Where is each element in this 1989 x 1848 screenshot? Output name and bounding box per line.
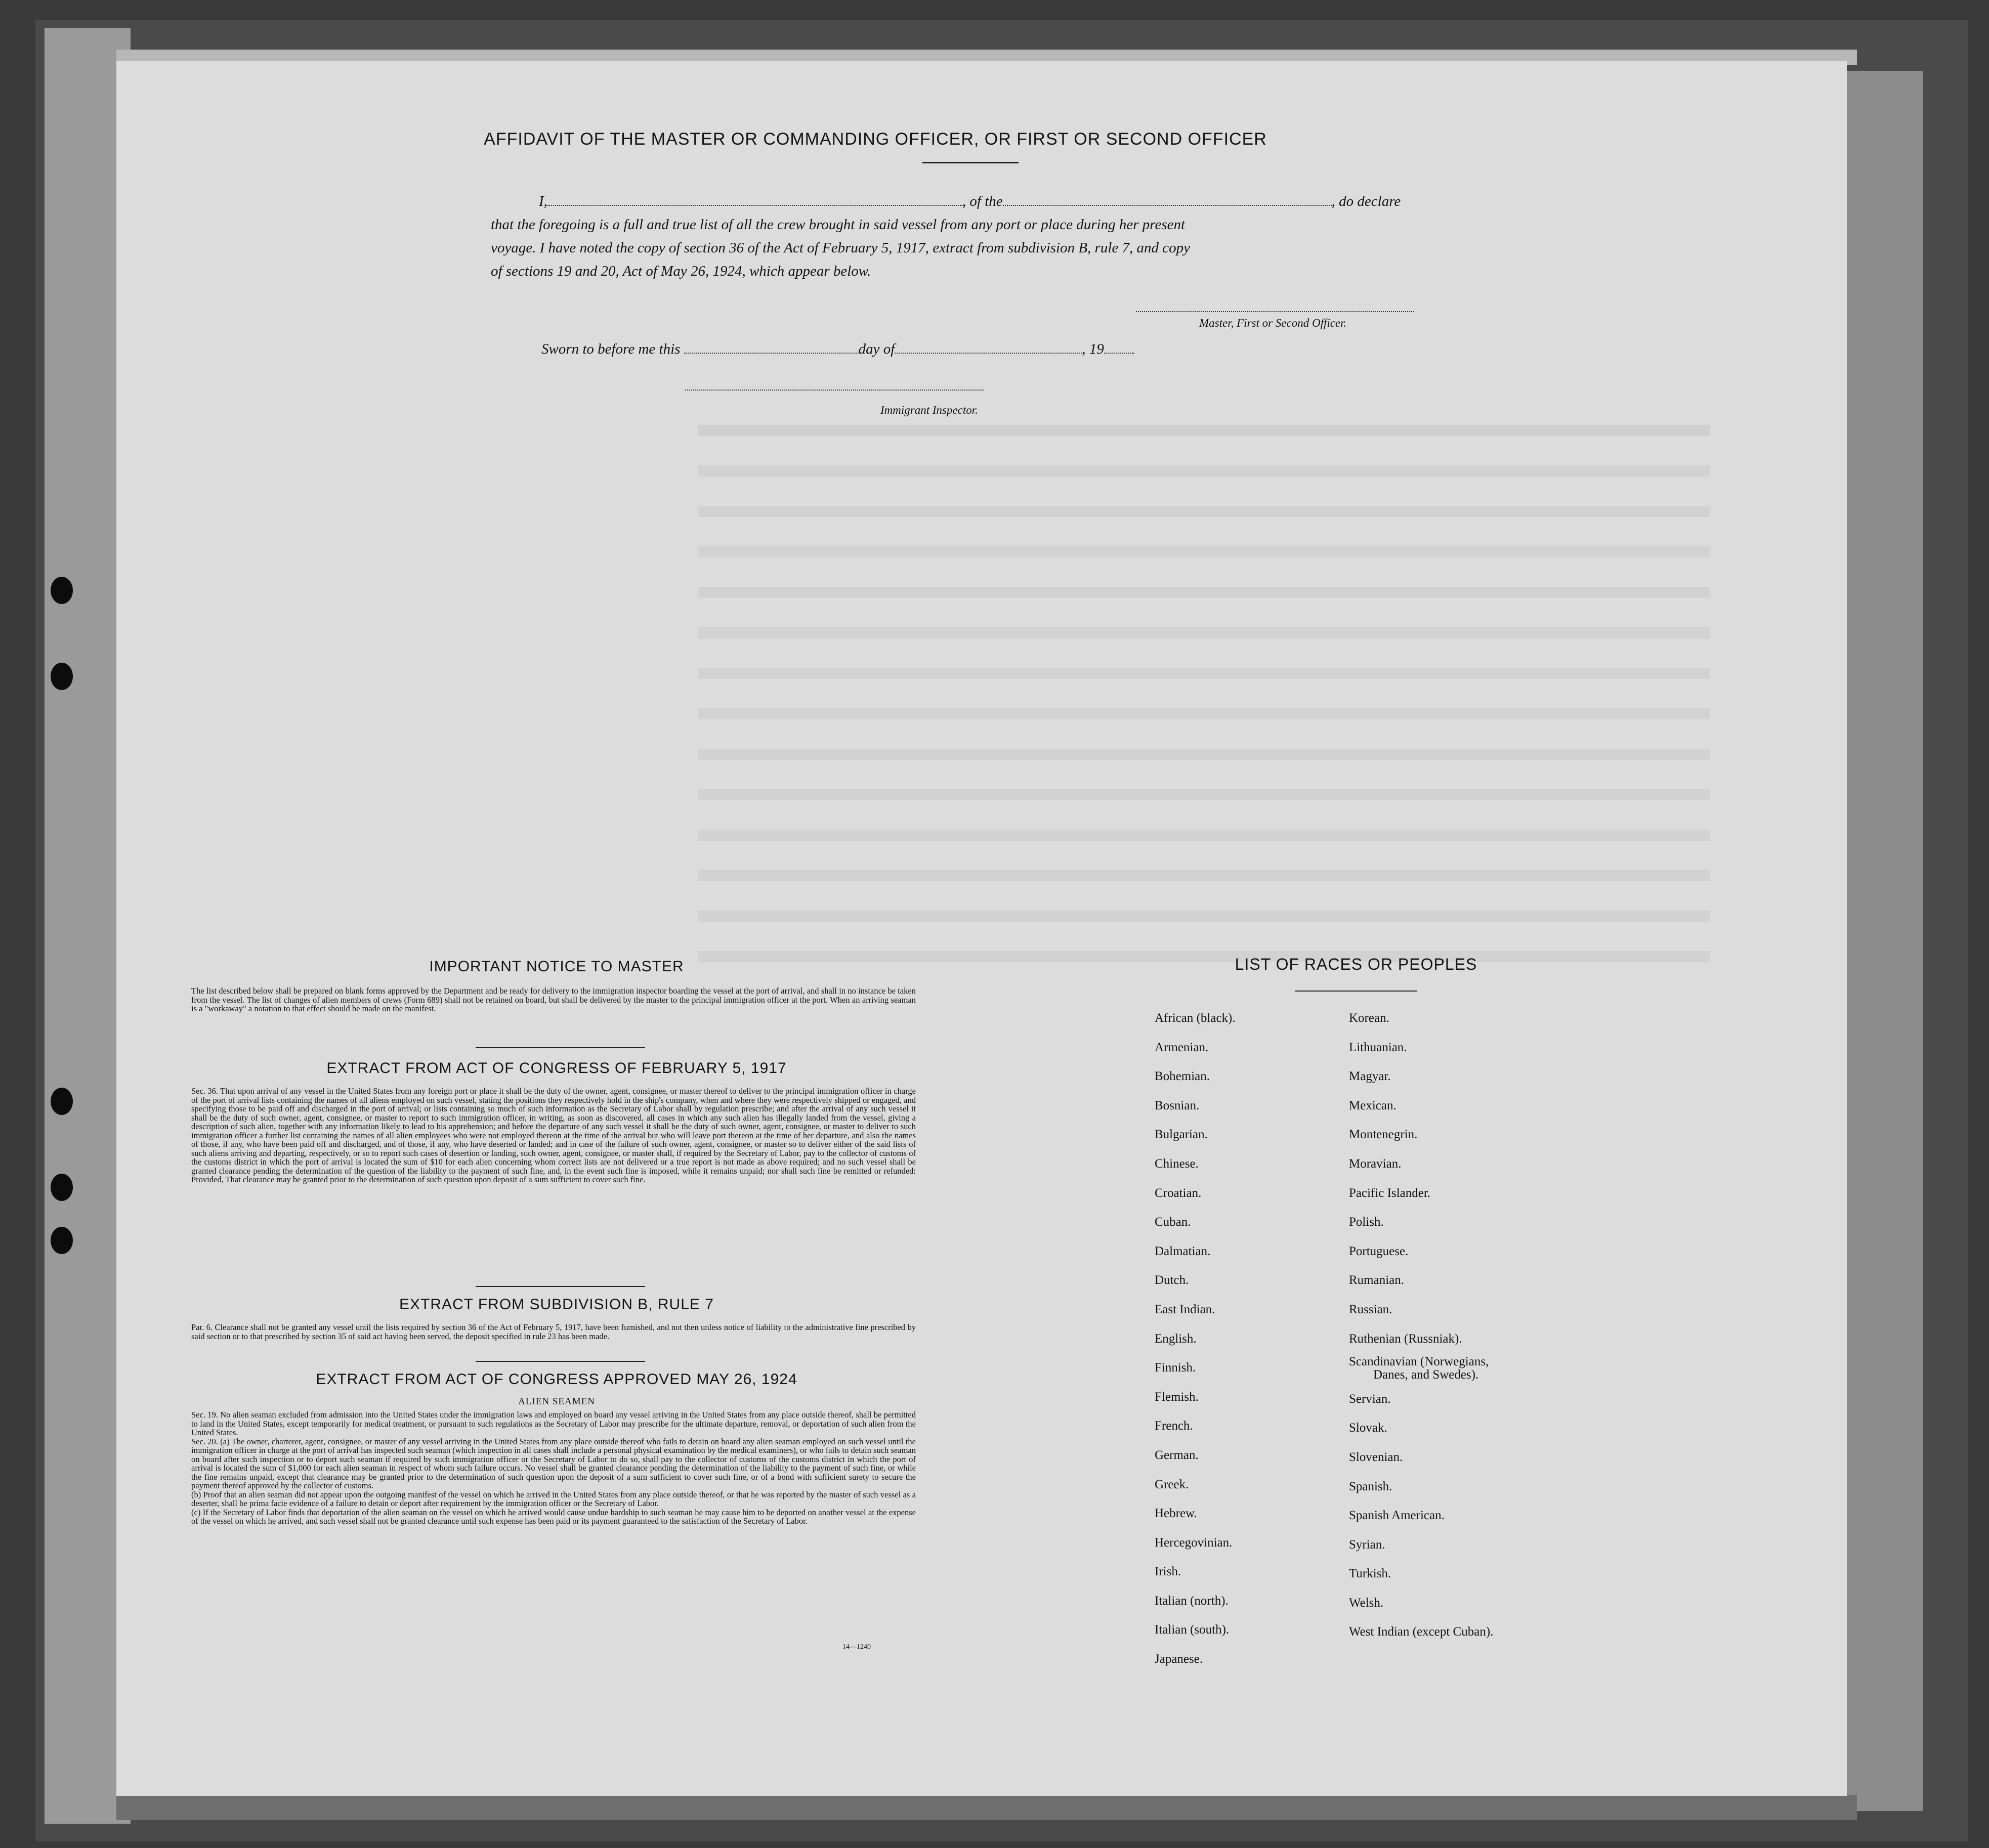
sec-20c-text: (c) If the Secretary of Labor finds that deportation of the alien seaman on the vessel on which he arrived would cause undue hardship to such seaman he may cause him to be deported on another vessel at the expense of the vessel on which he arrived, and such vessel shall not be granted clearance until such expense has been paid or its payment guaranteed to the satisfaction of the Secretary of Labor.	[191, 1507, 916, 1526]
race-item: Pacific Islander.	[1349, 1186, 1431, 1200]
sec-20b-text: (b) Proof that an alien seaman did not appear upon the outgoing manifest of the vessel on which he arrived in the United States from any place outside thereof, or that he was reported by the master of such vessel as a deserter, shall be prima facie evidence of a failure to detain or deport after requirement by the immigration officer or the Secretary of Labor.	[191, 1489, 916, 1508]
master-signature-label: Master, First or Second Officer.	[1199, 317, 1347, 329]
extract-1917-title: EXTRACT FROM ACT OF CONGRESS OF FEBRUARY 5, 1917	[326, 1060, 787, 1077]
race-item: Turkish.	[1349, 1567, 1391, 1581]
notice-title: IMPORTANT NOTICE TO MASTER	[429, 958, 684, 975]
race-item: Dalmatian.	[1155, 1244, 1211, 1258]
races-title-rule	[1295, 991, 1417, 992]
sworn-line	[541, 338, 1134, 360]
race-item: Polish.	[1349, 1215, 1384, 1229]
notice-rule	[476, 1047, 645, 1048]
race-item: Lithuanian.	[1349, 1040, 1407, 1054]
extract-1924-title: EXTRACT FROM ACT OF CONGRESS APPROVED MAY 26, 1924	[316, 1371, 797, 1388]
sworn-year-label: , 19	[1082, 341, 1104, 357]
race-item: Irish.	[1155, 1565, 1181, 1579]
race-item: Bulgarian.	[1155, 1128, 1208, 1142]
race-item: Flemish.	[1155, 1390, 1199, 1404]
race-item: Servian.	[1349, 1392, 1391, 1406]
race-item: Cuban.	[1155, 1215, 1191, 1229]
sworn-date-field[interactable]	[684, 339, 859, 354]
inspector-signature-field[interactable]	[685, 384, 984, 391]
form-number: 14—1240	[842, 1643, 871, 1651]
binder-hole	[51, 1174, 73, 1201]
race-item: Chinese.	[1155, 1156, 1199, 1171]
race-item: Moravian.	[1349, 1156, 1402, 1171]
race-item: Welsh.	[1349, 1596, 1384, 1610]
race-item: Magyar.	[1349, 1069, 1391, 1084]
race-item: Finnish.	[1155, 1361, 1196, 1375]
races-right-column	[1349, 1004, 1493, 1647]
notice-text: The list described below shall be prepared on blank forms approved by the Department and be ready for delivery to the immigration inspector boarding the vessel at the port of arrival, and shall in no instance be taken from the vessel. The list of changes of alien members of crews (Form 689) shall not be retained on board, but shall be delivered by the master to the principal immigration officer at the port. When an arriving seaman is a "workaway" a notation to that effect should be made on the manifest.	[191, 986, 916, 1013]
race-item: Rumanian.	[1349, 1273, 1405, 1287]
declare-suffix: , do declare	[1331, 193, 1401, 209]
race-item	[1349, 1353, 1493, 1385]
race-item: English.	[1155, 1331, 1197, 1346]
race-item: Bosnian.	[1155, 1098, 1200, 1112]
affidavit-title: AFFIDAVIT OF THE MASTER OR COMMANDING OFFICER, OR FIRST OR SECOND OFFICER	[484, 130, 1267, 149]
race-item-scandinavian-cont: Danes, and Swedes).	[1373, 1368, 1479, 1382]
race-item: Slovak.	[1349, 1421, 1387, 1435]
race-item: West Indian (except Cuban).	[1349, 1625, 1494, 1639]
extract-1924-body	[191, 1410, 916, 1526]
race-item: Dutch.	[1155, 1273, 1189, 1287]
race-item: Italian (north).	[1155, 1594, 1229, 1608]
affidavit-line-1	[539, 190, 1401, 212]
race-item: Spanish American.	[1349, 1509, 1445, 1523]
affidavit-line-3: voyage. I have noted the copy of section 36 of the Act of February 5, 1917, extract from subdivision B, rule 7, and copy	[491, 240, 1191, 256]
binder-hole	[51, 1088, 73, 1115]
race-item: Hercegovinian.	[1155, 1535, 1233, 1550]
extract-1917-rule	[476, 1286, 645, 1287]
race-item: Greek.	[1155, 1477, 1189, 1491]
race-item: Armenian.	[1155, 1040, 1209, 1054]
extract-rule7-rule	[476, 1361, 645, 1362]
race-item: Spanish.	[1349, 1479, 1392, 1493]
sworn-day-label: day of	[858, 341, 895, 357]
declarant-name-field[interactable]	[547, 192, 962, 206]
race-item: East Indian.	[1155, 1302, 1215, 1316]
sec-19-text: Sec. 19. No alien seaman excluded from admission into the United States under the immigration laws and employed on board any vessel arriving in the United States from any place outside thereof, shall be permitted to land in the United States, except temporarily for medical treatment, or pursuant to such regulations as the Secretary of Labor may prescribe for the ultimate departure, removal, or deportation of such alien from the United States.	[191, 1410, 916, 1437]
race-item: German.	[1155, 1448, 1199, 1462]
race-item: Montenegrin.	[1349, 1128, 1418, 1142]
race-item-scandinavian: Scandinavian (Norwegians,	[1349, 1355, 1489, 1369]
binder-hole	[51, 577, 73, 604]
race-item: Mexican.	[1349, 1098, 1396, 1112]
binder-hole	[51, 663, 73, 690]
inspector-label: Immigrant Inspector.	[880, 404, 978, 416]
vessel-prefix: , of the	[962, 193, 1003, 209]
race-item: Bohemian.	[1155, 1069, 1210, 1084]
extract-1924-subtitle: ALIEN SEAMEN	[518, 1396, 595, 1407]
master-signature-field[interactable]	[1136, 306, 1414, 312]
races-left-column	[1155, 1004, 1236, 1674]
race-item: African (black).	[1155, 1011, 1236, 1025]
extract-1917-text: Sec. 36. That upon arrival of any vessel in the United States from any foreign port or place it shall be the duty of the owner, agent, consignee, or master thereof to deliver to the principal immigration officer in charge of the port of arrival lists containing the names of all aliens employed on such vessel, stating the positions they respectively hold in the ship's company, when and where they were respectively shipped or engaged, and specifying those to be paid off and discharged in the port of arrival; or lists containing so much of such information as the Secretary of Labor shall by regulation prescribe; and after the arrival of any such vessel it shall be the duty of such owner, agent, consignee, or master to report to such immigration officer, in writing, as soon as discovered, all cases in which any such alien has illegally landed from the vessel, giving a description of such alien, together with any information likely to lead to his apprehension; and before the departure of any such vessel it shall be the duty of such owner, agent, consignee, or master to deliver to such immigration officer a further list containing the names of all alien employees who were not employed thereon at the time of the arrival but who will leave port thereon at the time of her departure, and also the names of those, if any, who have been paid off and discharged, and of those, if any, who have deserted or landed; and in case of the failure of such owner, agent, consignee, or master so to deliver either of the said lists of such aliens arriving and departing, respectively, or so to report such cases of desertion or landing, such owner, agent, consignee, or master shall, if required by the Secretary of Labor, pay to the collector of customs of the customs district in which the port of arrival is located the sum of $10 for each alien concerning whom correct lists are not delivered or a true report is not made as above required; and no such vessel shall be granted clearance pending the determination of the question of the liability to the payment of such fine, and, in the event such fine is imposed, while it remains unpaid; nor shall such fine be remitted or refunded: Provided, That clearance may be granted prior to the determination of such question upon deposit of a sum sufficient to cover such fine.	[191, 1086, 916, 1184]
page-edge-right	[1842, 71, 1923, 1811]
race-item: Ruthenian (Russniak).	[1349, 1331, 1462, 1346]
race-item: Slovenian.	[1349, 1450, 1403, 1464]
extract-rule7-text: Par. 6. Clearance shall not be granted any vessel until the lists required by section 36 of the Act of February 5, 1917, have been furnished, and not then unless notice of liability to the administrative fine prescribed by said section or to that prescribed by section 35 of said act having been served, the deposit specified in rule 23 has been made.	[191, 1322, 916, 1341]
race-item: Croatian.	[1155, 1186, 1202, 1200]
affidavit-line-4: of sections 19 and 20, Act of May 26, 1924, which appear below.	[491, 263, 871, 279]
sworn-month-field[interactable]	[895, 339, 1082, 354]
race-item: Hebrew.	[1155, 1507, 1197, 1521]
page-edge-bottom	[116, 1795, 1857, 1820]
races-title: LIST OF RACES OR PEOPLES	[1235, 955, 1477, 973]
sec-20a-text: Sec. 20. (a) The owner, charterer, agent, consignee, or master of any vessel arriving in the United States from any place outside thereof who fails to detain on board any alien seaman employed on such vessel until the immigration officer in charge at the port of arrival has inspected such seaman (which inspection in all cases shall include a personal physical examination by the medical examiners), or who fails to detain such seaman on board after such inspection or to deport such seaman if required by such immigration officer or the Secretary of Labor to do so, shall pay to the collector of customs of the customs district in which the port of arrival is located the sum of $1,000 for each alien seaman in respect of whom such failure occurs. No vessel shall be granted clearance pending the determination of the liability to the payment of such fine, or while the fine remains unpaid, except that clearance may be granted prior to the determination of such question upon the deposit of a sum sufficient to cover such fine, or of a bond with sufficient surety to secure the payment thereof approved by the collector of customs.	[191, 1436, 916, 1490]
race-item: Portuguese.	[1349, 1244, 1409, 1258]
race-item: Italian (south).	[1155, 1623, 1230, 1637]
binder-hole	[51, 1227, 73, 1254]
race-item: French.	[1155, 1419, 1193, 1433]
affidavit-line-2: that the foregoing is a full and true list of all the crew brought in said vessel from any port or place during her present	[491, 217, 1186, 233]
race-item: Korean.	[1349, 1011, 1389, 1025]
extract-rule7-title: EXTRACT FROM SUBDIVISION B, RULE 7	[399, 1296, 714, 1313]
race-item: Russian.	[1349, 1302, 1392, 1316]
sworn-prefix: Sworn to before me this	[541, 341, 681, 357]
form-sheet	[116, 61, 1847, 1796]
race-item: Japanese.	[1155, 1652, 1203, 1666]
vessel-name-field[interactable]	[1003, 192, 1332, 206]
declarant-prefix: I,	[539, 193, 547, 209]
race-item: Syrian.	[1349, 1537, 1385, 1552]
sworn-year-field[interactable]	[1104, 339, 1134, 354]
affidavit-title-rule	[922, 162, 1019, 163]
